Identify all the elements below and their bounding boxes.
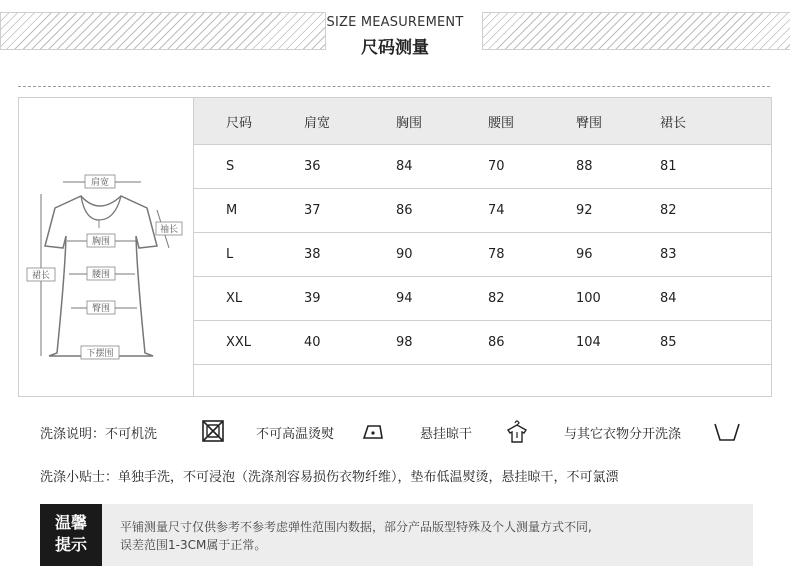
no-machine-wash-icon [200,418,226,444]
cell-value: 74 [488,189,576,233]
table-row [194,277,771,321]
no-iron-label: 不可高温烫熨 [256,427,335,442]
wash-label: 洗涤说明：不可机洗 [40,427,158,442]
cell-value: 38 [304,233,396,277]
notice-line1: 平铺测量尺寸仅供参考不参考虑弹性范围内数据，部分产品版型特殊及个人测量方式不同, [120,520,592,534]
label-shoulder: 肩宽 [90,178,110,188]
hang-dry-icon [504,418,530,444]
notice-badge-line1: 温馨 [54,513,87,532]
cell-value: 39 [304,277,396,321]
cell-value: 98 [396,321,488,365]
table-row [194,233,771,277]
cell-value: 36 [304,145,396,189]
cell-size: XXL [194,321,304,365]
label-length: 裙长 [31,271,51,281]
col-chest: 胸围 [396,98,488,145]
cell-value: 84 [660,277,771,321]
label-hem: 下摆围 [86,349,114,359]
cell-size: M [194,189,304,233]
size-table-header [194,98,771,145]
cell-value: 96 [576,233,660,277]
cell-value: 92 [576,189,660,233]
cell-size: S [194,145,304,189]
cell-value: 94 [396,277,488,321]
notice-box [40,504,753,566]
size-table [194,98,771,404]
col-shoulder: 肩宽 [304,98,396,145]
table-row-empty [194,365,771,405]
dress-illustration [19,98,194,396]
cell-value: 86 [396,189,488,233]
wash-tips: 洗涤小贴士：单独手洗，不可浸泡（洗涤剂容易损伤衣物纤维），垫布低温熨烫，悬挂晾干，不可氯漂 [40,470,619,485]
separate-wash-label: 与其它衣物分开洗涤 [564,427,682,442]
cell-value: 70 [488,145,576,189]
label-chest: 胸围 [91,237,111,247]
notice-badge [40,504,102,566]
dress-diagram [19,98,193,396]
cell-size: L [194,233,304,277]
header-title-en: SIZE MEASUREMENT [326,15,464,30]
col-length: 裙长 [660,98,771,145]
cell-value: 86 [488,321,576,365]
cell-value: 40 [304,321,396,365]
table-row [194,145,771,189]
col-size: 尺码 [194,98,304,145]
cell-value: 84 [396,145,488,189]
cell-value: 83 [660,233,771,277]
hang-dry-label: 悬挂晾干 [420,427,473,442]
cell-value: 100 [576,277,660,321]
label-hip: 臀围 [91,304,111,314]
cell-value: 104 [576,321,660,365]
table-row [194,321,771,365]
label-waist: 腰围 [91,270,111,280]
col-waist: 腰围 [488,98,576,145]
table-row [194,189,771,233]
cell-value: 81 [660,145,771,189]
section-divider [18,86,770,87]
col-hip: 臀围 [576,98,660,145]
cell-value: 82 [488,277,576,321]
label-sleeve: 袖长 [159,225,179,235]
cell-value: 88 [576,145,660,189]
separate-wash-icon [712,418,742,444]
cell-value: 78 [488,233,576,277]
low-iron-icon [360,418,386,444]
cell-value: 90 [396,233,488,277]
size-chart-frame [18,97,772,397]
notice-badge-line2: 提示 [54,535,87,554]
cell-size: XL [194,277,304,321]
cell-value: 82 [660,189,771,233]
header-title-cn: 尺码测量 [361,38,429,58]
cell-value: 37 [304,189,396,233]
notice-line2: 误差范围1-3CM属于正常。 [120,538,267,552]
notice-text [120,518,592,554]
cell-value: 85 [660,321,771,365]
